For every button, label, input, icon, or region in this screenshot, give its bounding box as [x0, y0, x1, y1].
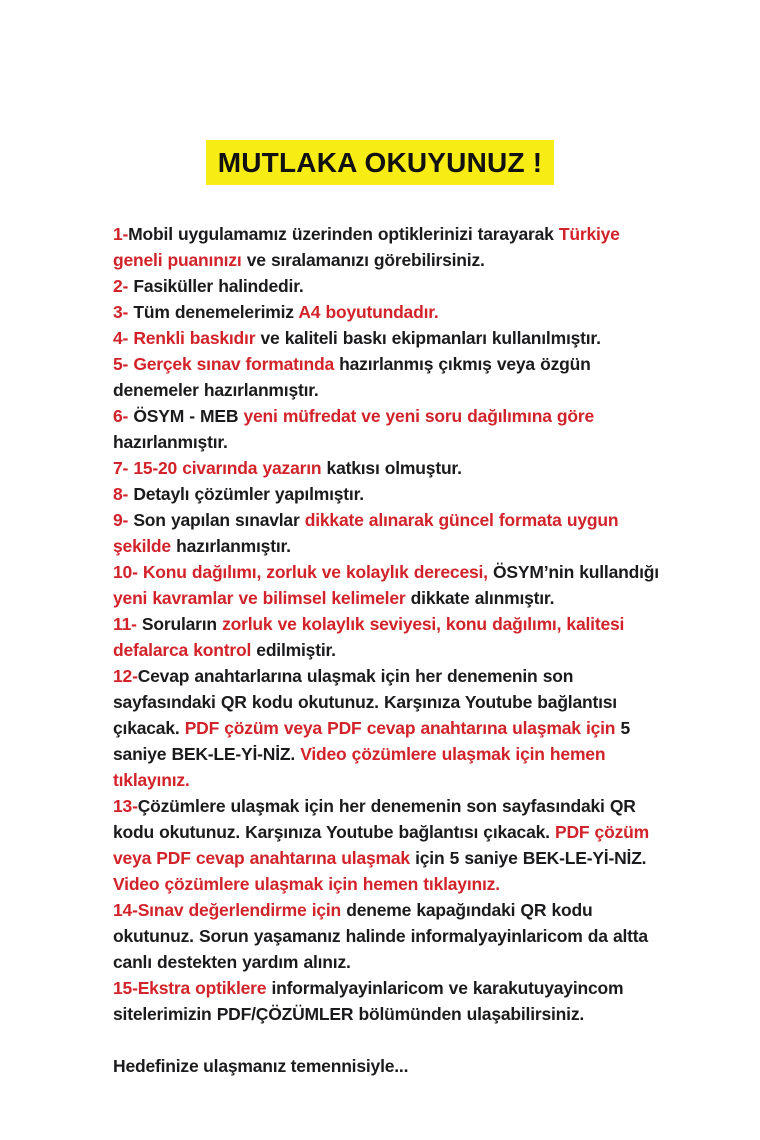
body-text: 5 saniye BEK-LE-Yİ-NİZ. [113, 717, 630, 764]
body-text: informalyayinlaricom ve karakutuyayincom sitelerimizin PDF/ÇÖZÜMLER bölümünden ulaşabilirsiniz. [113, 977, 624, 1024]
red-emphasis-text: yeni müfredat ve yeni soru dağılımına göre [243, 405, 595, 426]
red-emphasis-text: 10- Konu dağılımı, zorluk ve kolaylık derecesi, [113, 561, 488, 582]
notice-item [113, 793, 665, 897]
notice-item [113, 455, 665, 481]
closing-note: Hedefinize ulaşmanız temennisiyle... [113, 1055, 409, 1076]
body-text: Detaylı çözümler yapılmıştır. [128, 483, 364, 504]
red-emphasis-text: 2- [113, 275, 129, 296]
notice-item [113, 273, 665, 299]
red-emphasis-text: 6- [113, 405, 129, 426]
notice-item [113, 325, 665, 351]
body-text: hazırlanmıştır. [113, 431, 228, 452]
red-emphasis-text: Türkiye geneli puanınızı [113, 223, 620, 270]
red-emphasis-text: 1- [113, 223, 129, 244]
red-emphasis-text: PDF çözüm veya PDF cevap anahtarına ulaşmak için [184, 717, 616, 738]
notice-item [113, 611, 665, 663]
red-emphasis-text: 3- [113, 301, 129, 322]
red-emphasis-text: 15-Ekstra optiklere [113, 977, 267, 998]
red-emphasis-text: 13- [113, 795, 138, 816]
red-emphasis-text: 4- Renkli baskıdır [113, 327, 256, 348]
red-emphasis-text: dikkate alınarak güncel formata uygun şekilde [113, 509, 619, 556]
red-emphasis-text: PDF çözüm veya PDF cevap anahtarına ulaşmak [113, 821, 649, 868]
body-text: dikkate alınmıştır. [405, 587, 555, 608]
body-text: Mobil uygulamamız üzerinden optiklerinizi tarayarak [128, 223, 559, 244]
body-text: edilmiştir. [251, 639, 336, 660]
red-emphasis-text: 7- 15-20 civarında yazarın [113, 457, 322, 478]
red-emphasis-text: 5- Gerçek sınav formatında [113, 353, 334, 374]
notice-item [113, 559, 665, 611]
notice-item [113, 299, 665, 325]
red-emphasis-text: Video çözümlere ulaşmak için hemen tıklayınız. [113, 743, 606, 790]
body-text: için 5 saniye BEK-LE-Yİ-NİZ. [409, 847, 647, 868]
notice-item [113, 403, 665, 455]
red-emphasis-text: 8- [113, 483, 129, 504]
notice-item [113, 481, 665, 507]
body-text: hazırlanmıştır. [170, 535, 291, 556]
body-text: ÖSYM’nin kullandığı [487, 561, 659, 582]
body-text: ve sıralamanızı görebilirsiniz. [241, 249, 485, 270]
body-text: Çözümlere ulaşmak için her denemenin son sayfasındaki QR kodu okutunuz. Karşınıza Youtube bağlantısı çıkacak. [113, 795, 636, 842]
title-row [0, 0, 760, 204]
red-emphasis-text: Video çözümlere ulaşmak için hemen tıklayınız. [113, 873, 500, 894]
body-text: deneme kapağındaki QR kodu okutunuz. Sorun yaşamanız halinde informalyayinlaricom da altta canlı destekten yardım alınız. [113, 899, 648, 972]
notice-list [113, 221, 665, 1027]
red-emphasis-text: A4 boyutundadır. [298, 301, 439, 322]
body-text: Son yapılan sınavlar [128, 509, 305, 530]
notice-item [113, 507, 665, 559]
body-text: Tüm denemelerimiz [128, 301, 299, 322]
body-text: Cevap anahtarlarına ulaşmak için her denemenin son sayfasındaki QR kodu okutunuz. Karşınıza Youtube bağlantısı çıkacak. [113, 665, 617, 738]
red-emphasis-text: zorluk ve kolaylık seviyesi, konu dağılımı, kalitesi defalarca kontrol [113, 613, 625, 660]
red-emphasis-text: 11- [113, 613, 137, 634]
notice-item [113, 351, 665, 403]
body-text: ve kaliteli baskı ekipmanları kullanılmıştır. [255, 327, 601, 348]
red-emphasis-text: 14-Sınav değerlendirme için [113, 899, 342, 920]
page-title: MUTLAKA OKUYUNUZ ! [206, 140, 555, 185]
body-text: Fasiküller halindedir. [128, 275, 304, 296]
notice-item [113, 221, 665, 273]
body-text: hazırlanmış çıkmış veya özgün denemeler hazırlanmıştır. [113, 353, 591, 400]
body-text: ÖSYM - MEB [128, 405, 244, 426]
notice-item [113, 663, 665, 793]
notice-item [113, 975, 665, 1027]
body-text: katkısı olmuştur. [321, 457, 462, 478]
red-emphasis-text: yeni kavramlar ve bilimsel kelimeler [113, 587, 406, 608]
notice-item [113, 897, 665, 975]
body-text: Soruların [136, 613, 223, 634]
red-emphasis-text: 12- [113, 665, 138, 686]
red-emphasis-text: 9- [113, 509, 129, 530]
